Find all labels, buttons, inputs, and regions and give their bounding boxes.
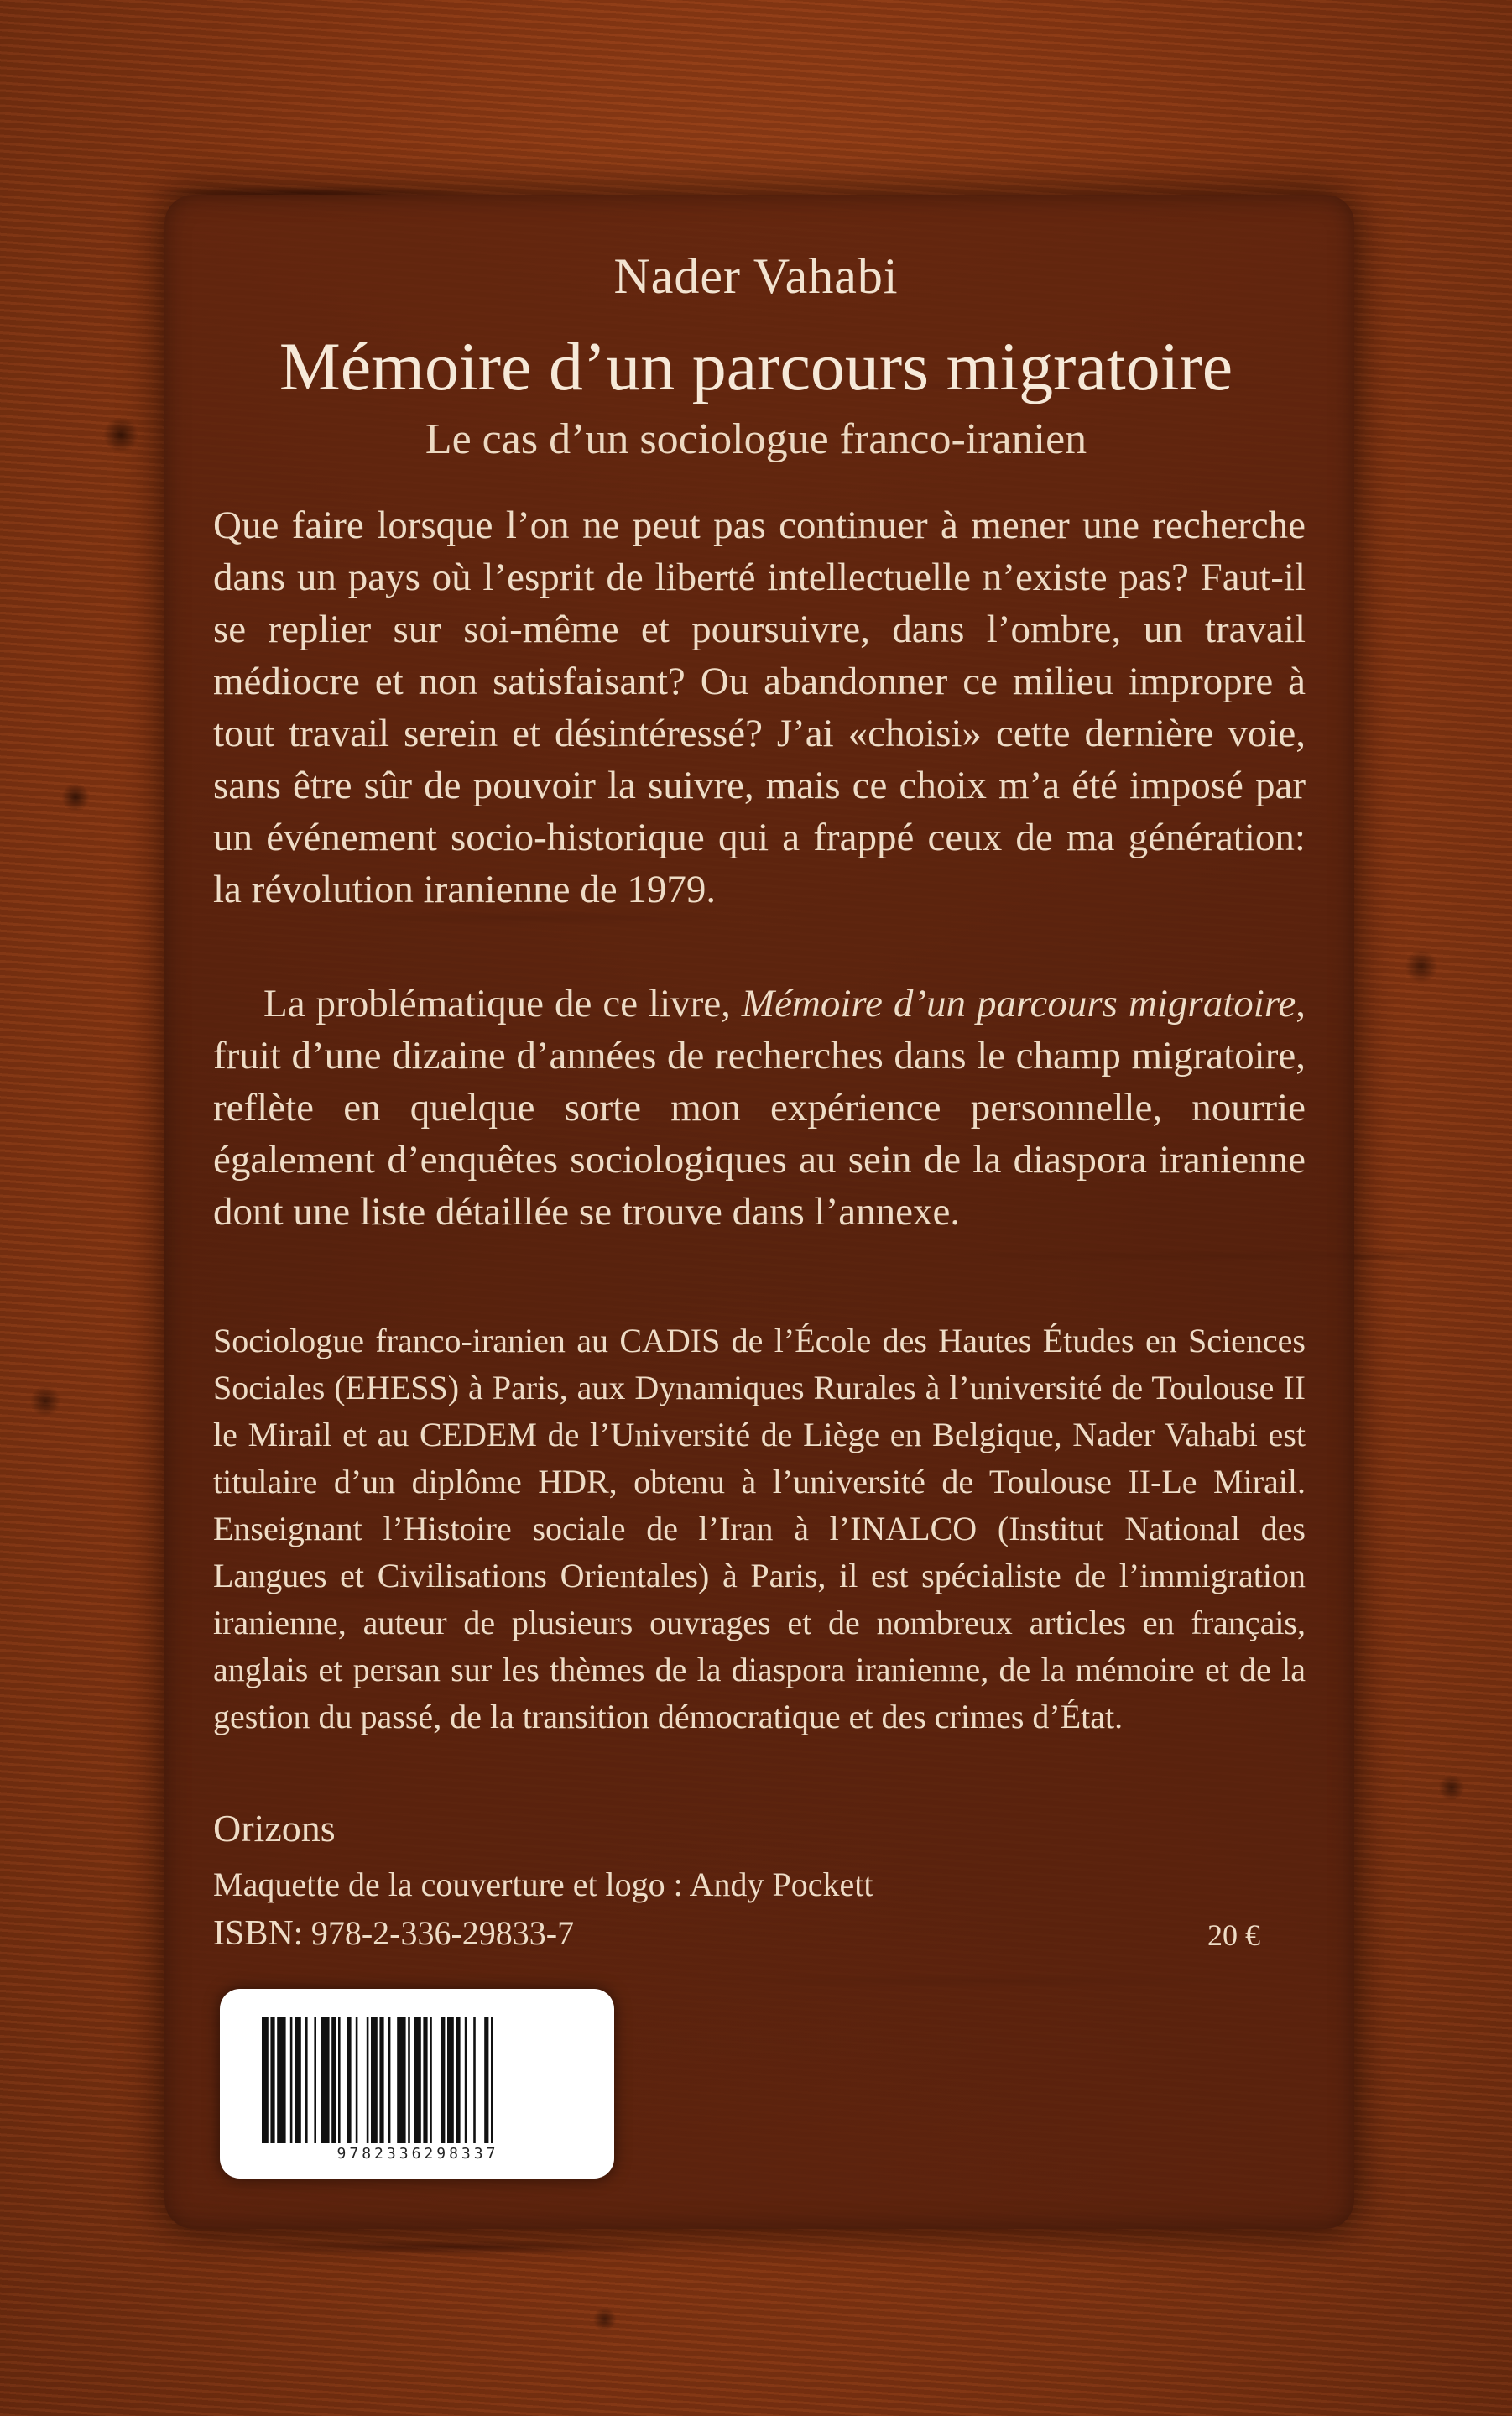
blurb-paragraph-2-rest: , fruit d’une dizaine d’années de recherches dans le champ migratoire, reflète en quelque sorte mon expérience personnelle, nourrie également d’enquêtes sociologiques au sein de la diaspora iranienne dont une liste détaillée se trouve dans l’annexe.	[213, 982, 1306, 1234]
publisher-name: Orizons	[213, 1807, 336, 1850]
blurb-paragraph-1: Que faire lorsque l’on ne peut pas continuer à mener une recherche dans un pays où l’esprit de liberté intellectuelle n’existe pas? Faut-il se replier sur soi-même et poursuivre, dans l’ombre, un travail médiocre et non satisfaisant? Ou abandonner ce milieu impropre à tout travail serein et désintéressé? J’ai «choisi» cette dernière voie, sans être sûr de pouvoir la suivre, mais ce choix m’a été imposé par un événement socio-historique qui a frappé ceux de ma génération: la révolution iranienne de 1979.	[213, 504, 1306, 911]
barcode-bar	[262, 2017, 269, 2143]
barcode-bar	[491, 2017, 493, 2143]
barcode-bars	[258, 2017, 579, 2143]
blurb-paragraph-2-intro: La problématique de ce livre,	[263, 982, 742, 1025]
barcode-bar	[397, 2017, 405, 2143]
barcode-bar	[321, 2017, 329, 2143]
book-title: Mémoire d’un parcours migratoire	[279, 328, 1233, 404]
price: 20 €	[1207, 1918, 1260, 1952]
barcode-bar	[347, 2017, 351, 2143]
author-name: Nader Vahabi	[613, 248, 899, 304]
barcode-bar	[338, 2017, 341, 2143]
isbn-label: ISBN	[213, 1914, 294, 1953]
book-subtitle: Le cas d’un sociologue franco-iranien	[425, 415, 1087, 463]
barcode-bar	[270, 2017, 274, 2143]
barcode-bar	[456, 2017, 460, 2143]
barcode-bar	[388, 2017, 391, 2143]
blurb-paragraph-2	[213, 978, 1306, 1238]
barcode-bar	[371, 2017, 378, 2143]
barcode-bar	[314, 2017, 316, 2143]
barcode-bar	[465, 2017, 467, 2143]
barcode-bar	[484, 2017, 488, 2143]
barcode-bar	[305, 2017, 308, 2143]
blurb-paragraph-2-title: Mémoire d’un parcours migratoire	[741, 982, 1296, 1025]
cover-credit: Maquette de la couverture et logo : Andy Pockett	[213, 1865, 873, 1903]
barcode-bar	[423, 2017, 427, 2143]
barcode-bar	[331, 2017, 336, 2143]
barcode-bar	[430, 2017, 432, 2143]
barcode-bar	[367, 2017, 369, 2143]
author-bio: Sociologue franco-iranien au CADIS de l’École des Hautes Études en Sciences Sociales (EHESS) à Paris, aux Dynamiques Rurales à l’université de Toulouse II le Mirail et au CEDEM de l’Université de Liège en Belgique, Nader Vahabi est titulaire d’un diplôme HDR, obtenu à l’université de Toulouse II-Le Mirail. Enseignant l’Histoire sociale de l’Iran à l’INALCO (Institut National des Langues et Civilisations Orientales) à Paris, il est spécialiste de l’immigration iranienne, auteur de plusieurs ouvrages et de nombreux articles en français, anglais et persan sur les thèmes de la diaspora iranienne, de la mémoire et de la gestion du passé, de la transition démocratique et des crimes d’État.	[213, 1322, 1306, 1735]
barcode-bar	[277, 2017, 285, 2143]
barcode-bar	[356, 2017, 358, 2143]
barcode-bar	[441, 2017, 445, 2143]
barcode-bar	[379, 2017, 383, 2143]
barcode-bar	[414, 2017, 421, 2143]
barcode-bar	[447, 2017, 454, 2143]
barcode-digits: 9782336298337	[336, 2145, 499, 2163]
barcode-bar	[408, 2017, 410, 2143]
barcode	[220, 1989, 614, 2179]
barcode-bar	[290, 2017, 293, 2143]
isbn-number: : 978-2-336-29833-7	[293, 1914, 575, 1952]
barcode-bar	[295, 2017, 301, 2143]
barcode-bar	[473, 2017, 476, 2143]
isbn	[213, 1913, 574, 1954]
